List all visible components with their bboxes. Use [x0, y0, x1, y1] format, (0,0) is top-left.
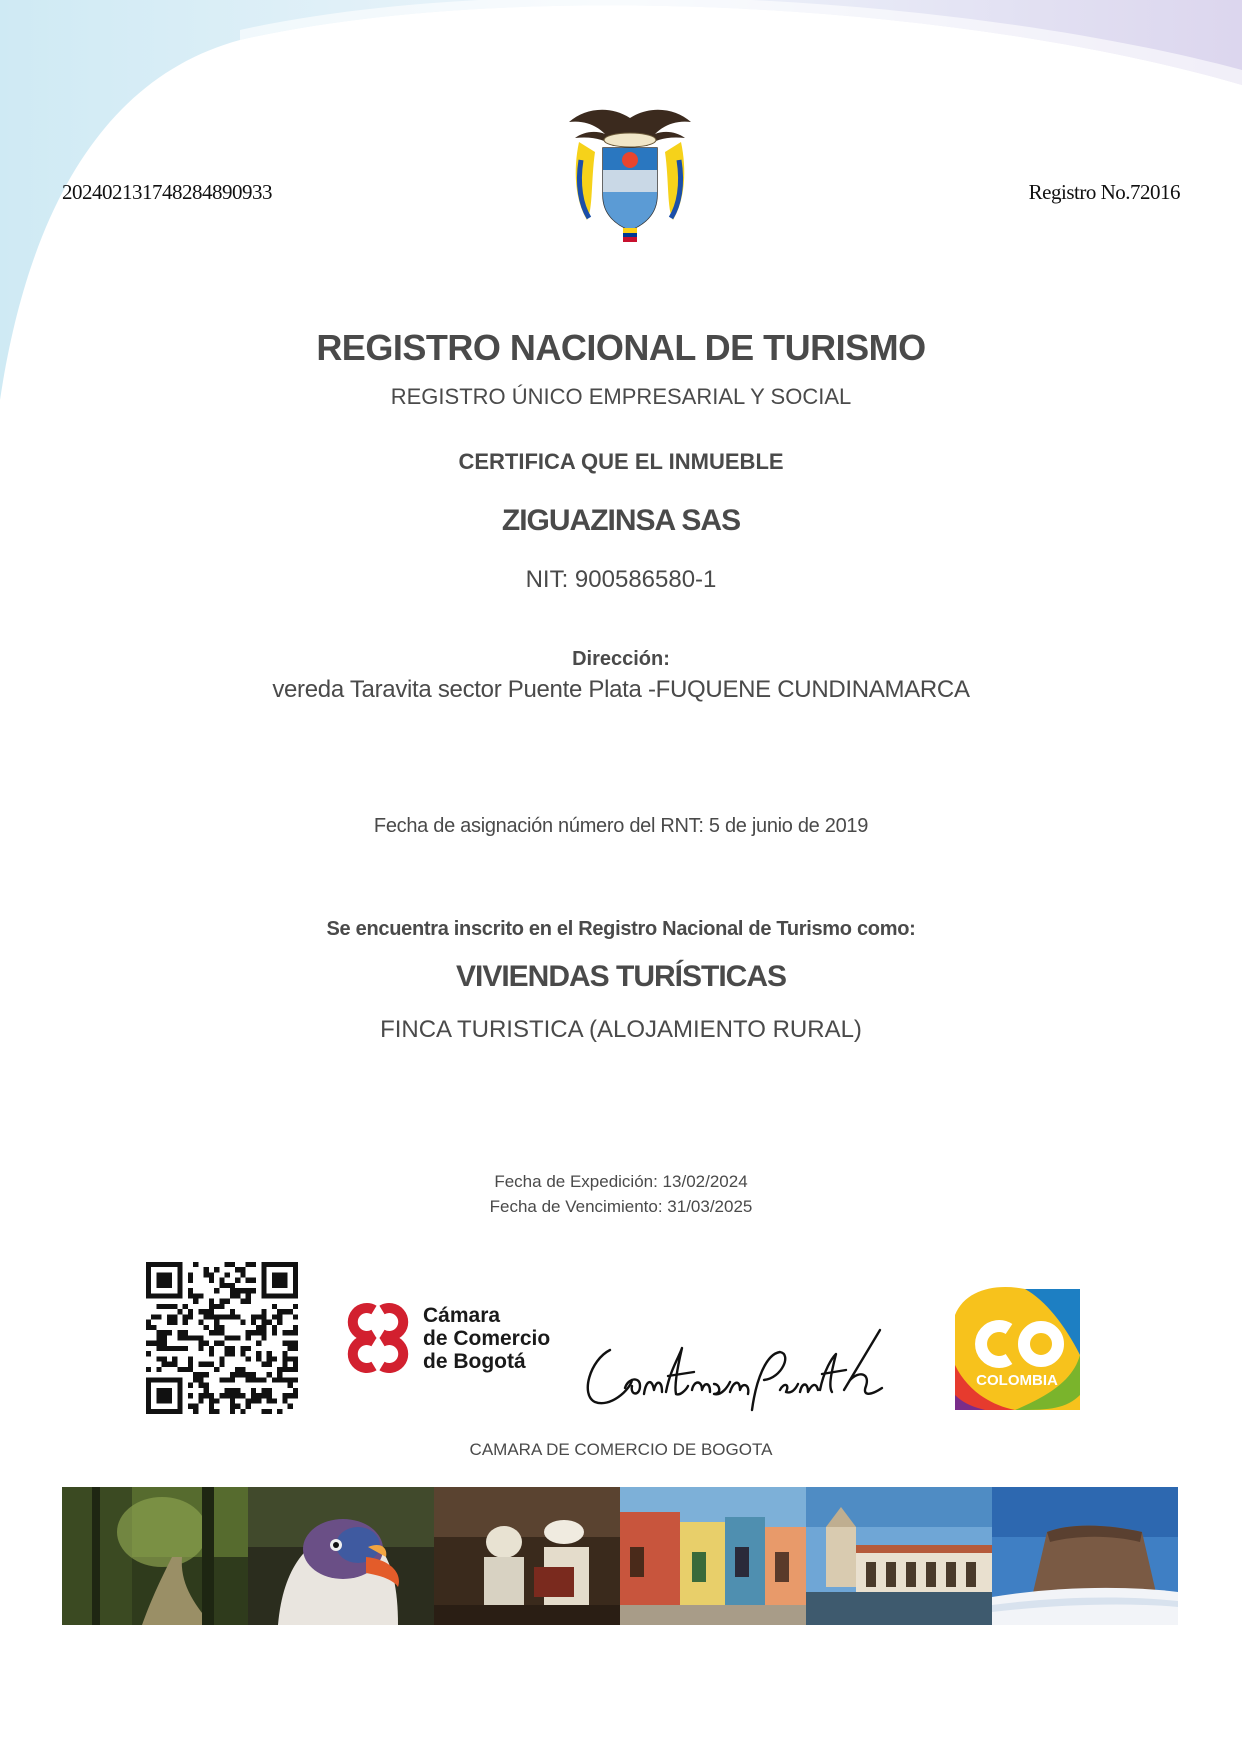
handwritten-signature-icon	[570, 1310, 900, 1420]
inscrito-statement: Se encuentra inscrito en el Registro Nacional de Turismo como:	[326, 918, 916, 940]
qr-code-icon[interactable]	[146, 1262, 298, 1414]
fecha-expedicion: Fecha de Expedición: 13/02/2024	[494, 1172, 748, 1191]
camara-comercio-logo	[338, 1298, 568, 1378]
camara-comercio-logo-icon	[338, 1298, 418, 1378]
registro-number: Registro No.72016	[1028, 180, 1180, 204]
certificate-subtitle: REGISTRO ÚNICO EMPRESARIAL Y SOCIAL	[390, 384, 852, 409]
ccb-line-2: de Comercio	[423, 1327, 551, 1350]
fecha-asignacion: Fecha de asignación número del RNT: 5 de junio de 2019	[373, 815, 869, 837]
ccb-line-1: Cámara	[423, 1304, 501, 1327]
photo-king-vulture	[248, 1487, 434, 1625]
certificate-title: REGISTRO NACIONAL DE TURISMO	[316, 327, 926, 368]
photo-strip	[62, 1487, 1178, 1625]
colombia-coat-of-arms-icon	[565, 100, 695, 245]
nit-number: NIT: 900586580-1	[525, 566, 717, 593]
photo-colonial-street	[620, 1487, 806, 1625]
photo-tepui-mountain	[992, 1487, 1178, 1625]
co-logo-text: COLOMBIA	[976, 1372, 1058, 1389]
colombia-brand-logo-icon	[955, 1285, 1080, 1410]
photo-forest-path	[62, 1487, 248, 1625]
camara-caption: CAMARA DE COMERCIO DE BOGOTA	[469, 1440, 773, 1459]
certifica-heading: CERTIFICA QUE EL INMUEBLE	[458, 449, 784, 474]
company-name: ZIGUAZINSA SAS	[501, 504, 741, 537]
photo-musicians	[434, 1487, 620, 1625]
direccion-value: vereda Taravita sector Puente Plata -FUQUENE CUNDINAMARCA	[272, 676, 970, 703]
categoria: VIVIENDAS TURÍSTICAS	[455, 960, 787, 993]
direccion-label: Dirección:	[572, 648, 670, 670]
document-code: 20240213174828489093​3	[62, 180, 272, 204]
photo-colonial-building	[806, 1487, 992, 1625]
subcategoria: FINCA TURISTICA (ALOJAMIENTO RURAL)	[380, 1016, 862, 1043]
ccb-line-3: de Bogotá	[423, 1350, 526, 1373]
fecha-vencimiento: Fecha de Vencimiento: 31/03/2025	[489, 1197, 753, 1216]
